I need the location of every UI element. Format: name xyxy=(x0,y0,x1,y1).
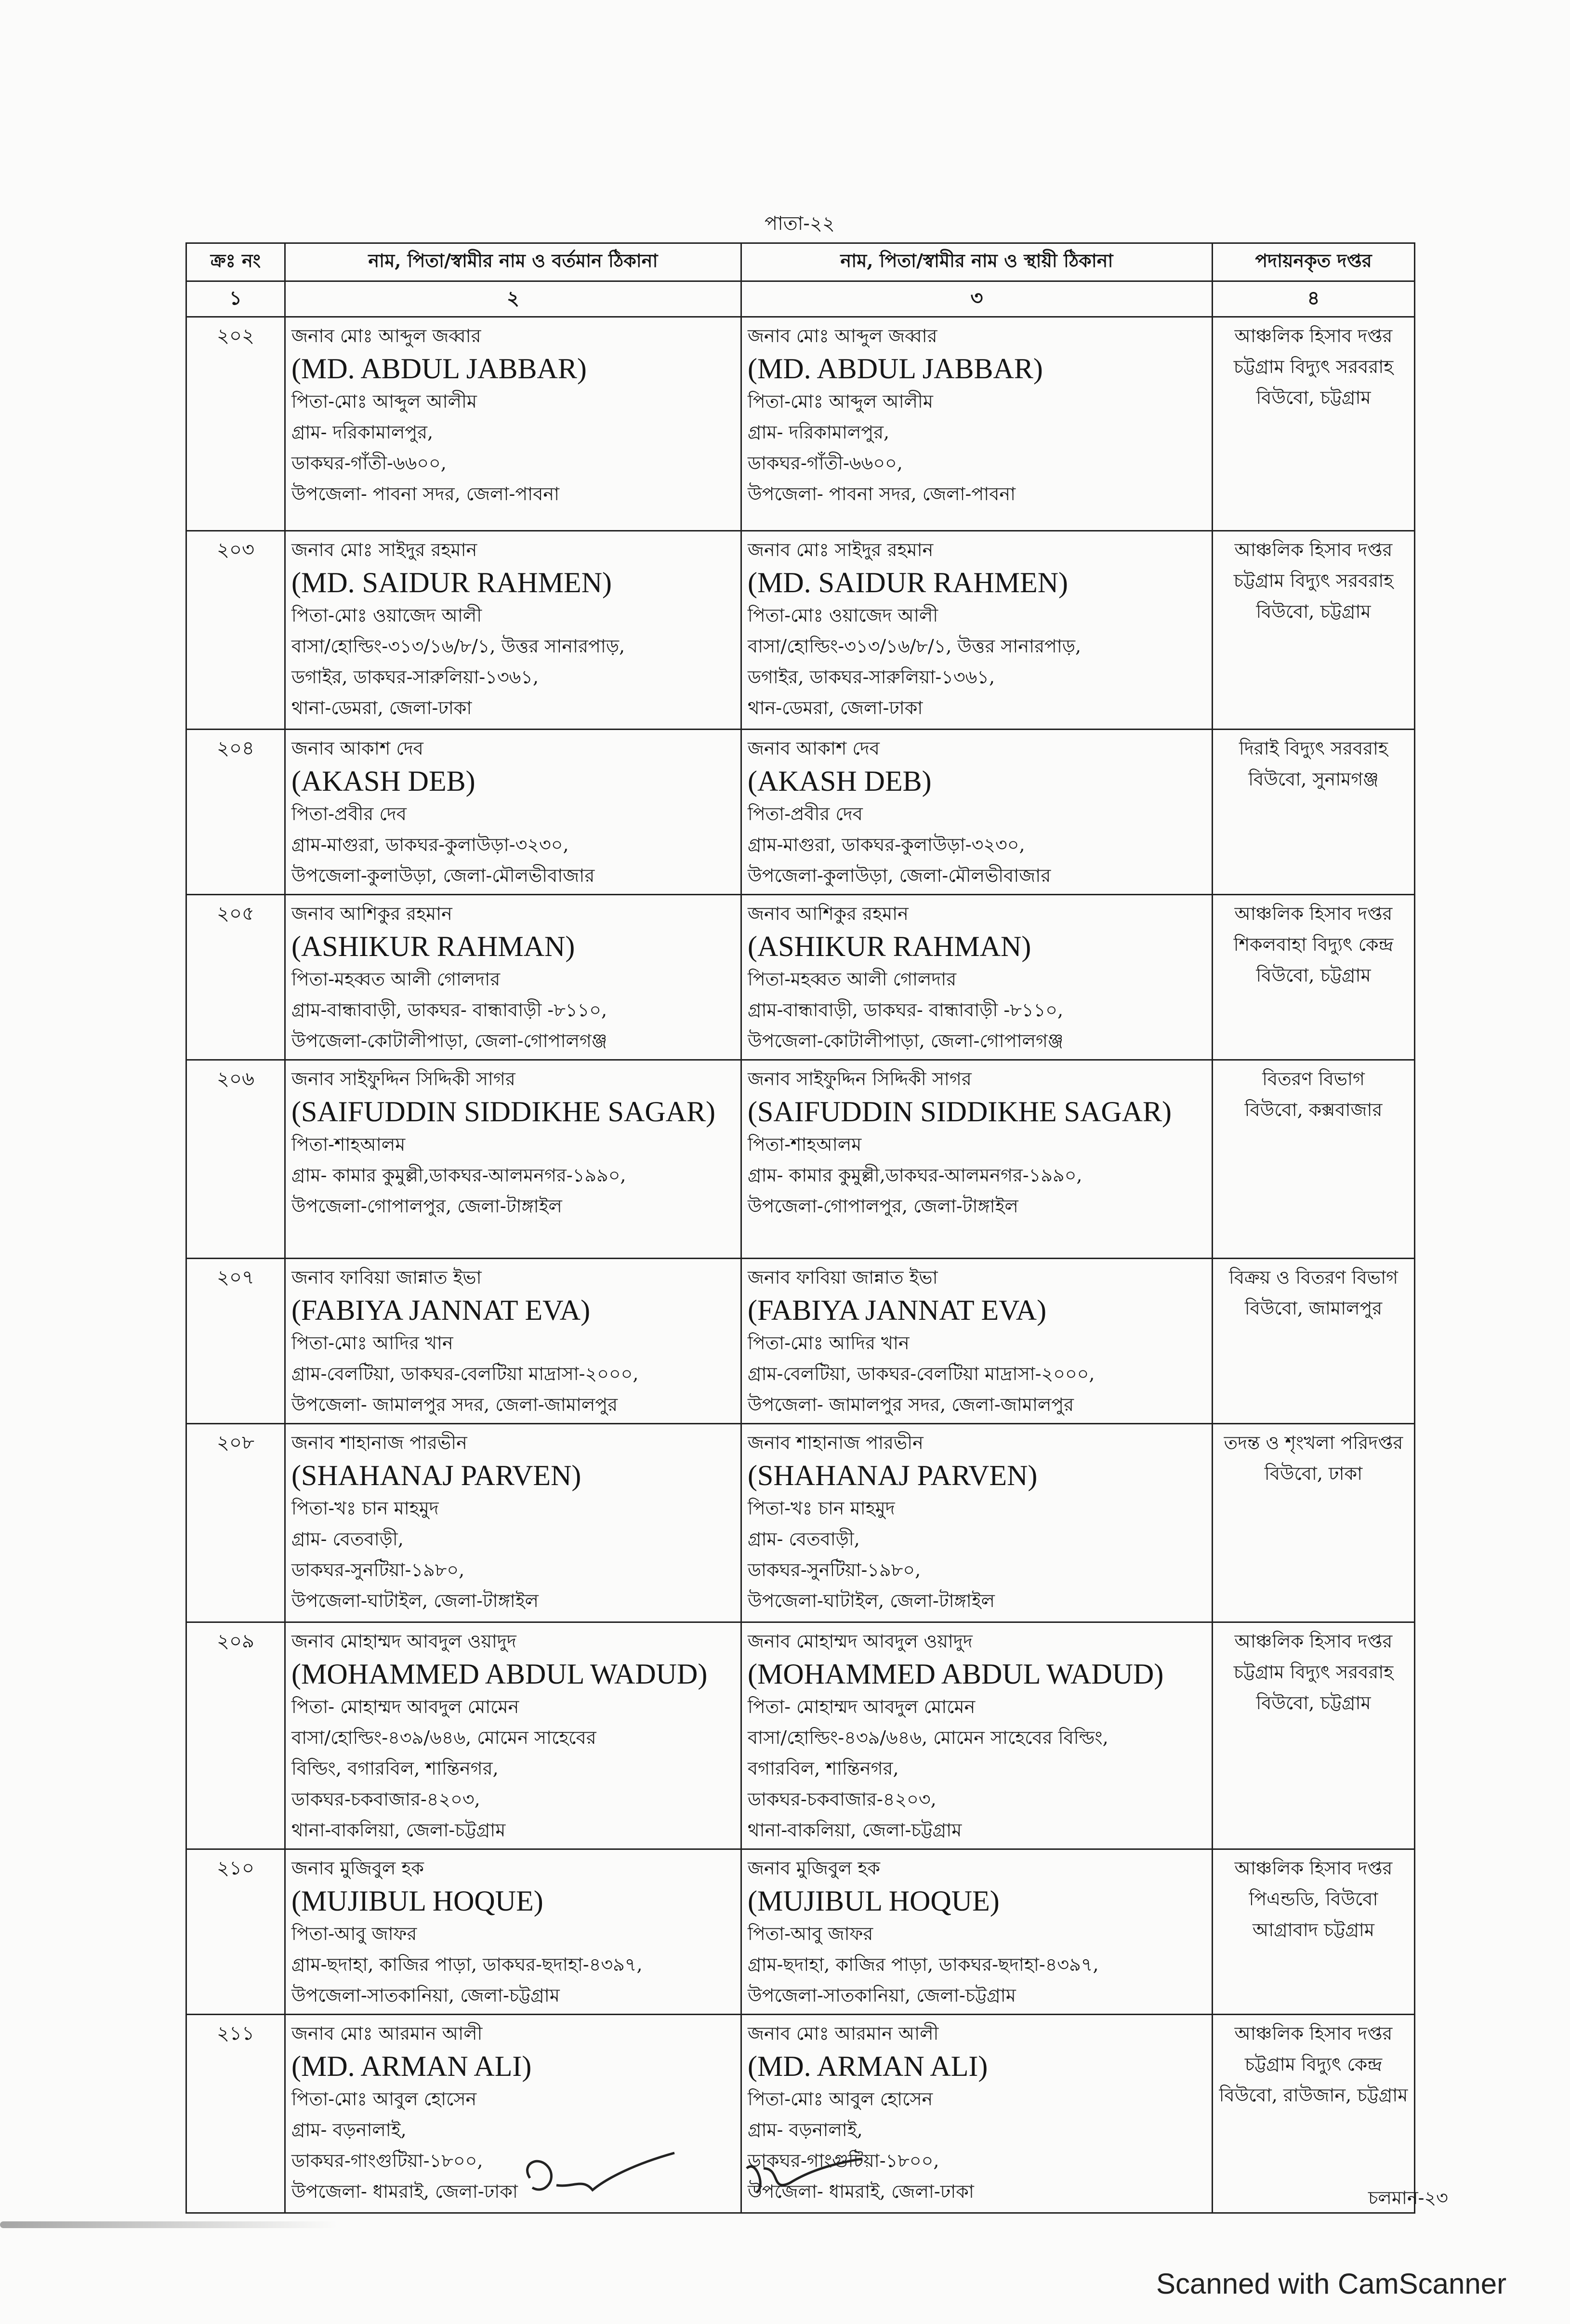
office-cell xyxy=(1213,1259,1415,1424)
serial-cell: ২০৩ xyxy=(186,531,285,730)
name-english: (MD. SAIDUR RAHMEN) xyxy=(748,567,1069,598)
name-english: (FABIYA JANNAT EVA) xyxy=(748,1294,1047,1326)
office-line: দিরাই বিদ্যুৎ সরবরাহ xyxy=(1239,738,1388,759)
office-cell xyxy=(1213,1622,1415,1849)
office-cell xyxy=(1213,1060,1415,1259)
present-cell xyxy=(285,1849,741,2015)
office-line: বিউবো, জামালপুর xyxy=(1244,1298,1383,1319)
address-line: জনাব মোহাম্মদ আবদুল ওয়াদুদ xyxy=(291,1631,516,1652)
column-number: ২ xyxy=(285,281,741,317)
office-line: তদন্ত ও শৃংখলা পরিদপ্তর xyxy=(1224,1432,1403,1453)
name-english: (MD. ARMAN ALI) xyxy=(748,2050,988,2082)
address-line: ডগাইর, ডাকঘর-সারুলিয়া-১৩৬১, xyxy=(748,666,995,688)
header-serial: ক্রঃ নং xyxy=(186,243,285,281)
office-line: বিউবো, চট্টগ্রাম xyxy=(1256,601,1371,622)
serial-cell: ২০৮ xyxy=(186,1424,285,1622)
permanent-cell xyxy=(741,1060,1213,1259)
present-cell xyxy=(285,895,741,1060)
address-line: থানা-বাকলিয়া, জেলা-চট্টগ্রাম xyxy=(748,1819,962,1841)
table-row xyxy=(186,1622,1415,1849)
name-english: (AKASH DEB) xyxy=(748,765,932,797)
office-line: বিউবো, চট্টগ্রাম xyxy=(1256,965,1371,986)
address-line: উপজেলা- ধামরাই, জেলা-ঢাকা xyxy=(748,2181,974,2202)
page-label: পাতা-২২ xyxy=(765,212,835,235)
address-line: গ্রাম-ছদাহা, কাজির পাড়া, ডাকঘর-ছদাহা-৪৩৯৭, xyxy=(291,1954,643,1975)
address-line: থান-ডেমরা, জেলা-ঢাকা xyxy=(748,697,923,718)
address-line: জনাব আকাশ দেব xyxy=(291,738,423,759)
office-line: বিউবো, ঢাকা xyxy=(1264,1463,1363,1484)
camscanner-watermark: Scanned with CamScanner xyxy=(1156,2268,1507,2300)
present-cell xyxy=(285,1424,741,1622)
address-line: জনাব শাহানাজ পারভীন xyxy=(748,1432,924,1453)
address-line: গ্রাম-মাগুরা, ডাকঘর-কুলাউড়া-৩২৩০, xyxy=(748,834,1025,855)
address-line: জনাব মোঃ সাইদুর রহমান xyxy=(748,539,934,560)
address-line: পিতা-মোঃ আদির খান xyxy=(748,1332,910,1354)
name-english: (MUJIBUL HOQUE) xyxy=(748,1885,1000,1917)
office-line: শিকলবাহা বিদ্যুৎ কেন্দ্র xyxy=(1233,934,1394,955)
address-line: থানা-বাকলিয়া, জেলা-চট্টগ্রাম xyxy=(291,1819,506,1841)
name-english: (MD. SAIDUR RAHMEN) xyxy=(291,567,612,598)
address-line: পিতা-মোঃ ওয়াজেদ আলী xyxy=(291,605,482,626)
address-line: থানা-ডেমরা, জেলা-ঢাকা xyxy=(291,697,472,718)
signature-2 xyxy=(737,2149,872,2204)
office-cell xyxy=(1213,895,1415,1060)
office-line: বিউবো, চট্টগ্রাম xyxy=(1256,1692,1371,1713)
serial-cell: ২০২ xyxy=(186,317,285,531)
address-line: উপজেলা-গোপালপুর, জেলা-টাঙ্গাইল xyxy=(748,1195,1018,1217)
address-line: উপজেলা- পাবনা সদর, জেলা-পাবনা xyxy=(291,483,560,505)
table-row xyxy=(186,1849,1415,2015)
posting-table xyxy=(185,242,1415,2214)
permanent-cell xyxy=(741,1849,1213,2015)
table-row xyxy=(186,730,1415,895)
table-row xyxy=(186,1259,1415,1424)
address-line: ডাকঘর-গাংগুটিয়া-১৮০০, xyxy=(291,2150,483,2171)
office-line: পিএন্ডডি, বিউবো xyxy=(1249,1888,1378,1910)
table-row xyxy=(186,531,1415,730)
office-cell xyxy=(1213,317,1415,531)
serial-cell: ২০৪ xyxy=(186,730,285,895)
address-line: উপজেলা-সাতকানিয়া, জেলা-চট্টগ্রাম xyxy=(748,1985,1016,2006)
table-body xyxy=(186,317,1415,2213)
name-english: (SHAHANAJ PARVEN) xyxy=(748,1460,1038,1491)
address-line: পিতা-আবু জাফর xyxy=(748,1923,873,1944)
address-line: পিতা- মোহাম্মদ আবদুল মোমেন xyxy=(291,1696,519,1717)
header-present-address: নাম, পিতা/স্বামীর নাম ও বর্তমান ঠিকানা xyxy=(285,243,741,281)
signature-1 xyxy=(511,2149,694,2204)
office-line: আঞ্চলিক হিসাব দপ্তর xyxy=(1234,1858,1393,1879)
present-cell xyxy=(285,1622,741,1849)
office-cell xyxy=(1213,2015,1415,2213)
name-english: (MUJIBUL HOQUE) xyxy=(291,1885,543,1917)
name-english: (ASHIKUR RAHMAN) xyxy=(748,930,1031,962)
address-line: পিতা-মোঃ ওয়াজেদ আলী xyxy=(748,605,938,626)
address-line: জনাব মোঃ আরমান আলী xyxy=(291,2023,483,2044)
present-cell xyxy=(285,531,741,730)
table-row xyxy=(186,1424,1415,1622)
address-line: জনাব আশিকুর রহমান xyxy=(291,903,452,924)
address-line: জনাব ফাবিয়া জান্নাত ইভা xyxy=(291,1267,482,1288)
office-cell xyxy=(1213,730,1415,895)
office-line: আঞ্চলিক হিসাব দপ্তর xyxy=(1234,325,1393,346)
office-line: বিউবো, সুনামগঞ্জ xyxy=(1248,769,1379,790)
name-english: (SHAHANAJ PARVEN) xyxy=(291,1460,581,1491)
scan-smudge xyxy=(0,2221,337,2228)
office-line: চট্টগ্রাম বিদ্যুৎ সরবরাহ xyxy=(1233,356,1394,377)
address-line: জনাব আশিকুর রহমান xyxy=(748,903,909,924)
address-line: জনাব মোঃ আব্দুল জব্বার xyxy=(748,325,937,346)
serial-cell: ২০৫ xyxy=(186,895,285,1060)
address-line: ডাকঘর-গাঁতী-৬৬০০, xyxy=(748,452,903,474)
office-line: আঞ্চলিক হিসাব দপ্তর xyxy=(1234,539,1393,560)
name-english: (AKASH DEB) xyxy=(291,765,475,797)
address-line: জনাব মোঃ সাইদুর রহমান xyxy=(291,539,477,560)
address-line: গ্রাম- বেতবাড়ী, xyxy=(291,1528,404,1550)
address-line: জনাব ফাবিয়া জান্নাত ইভা xyxy=(748,1267,938,1288)
office-line: আগ্রাবাদ চট্টগ্রাম xyxy=(1252,1919,1375,1940)
name-english: (FABIYA JANNAT EVA) xyxy=(291,1294,591,1326)
address-line: গ্রাম-ছদাহা, কাজির পাড়া, ডাকঘর-ছদাহা-৪৩৯৭, xyxy=(748,1954,1099,1975)
office-line: আঞ্চলিক হিসাব দপ্তর xyxy=(1234,1631,1393,1652)
name-english: (MOHAMMED ABDUL WADUD) xyxy=(748,1658,1164,1690)
address-line: উপজেলা- জামালপুর সদর, জেলা-জামালপুর xyxy=(291,1394,618,1415)
address-line: পিতা-শাহআলম xyxy=(748,1134,862,1155)
address-line: উপজেলা-সাতকানিয়া, জেলা-চট্টগ্রাম xyxy=(291,1985,560,2006)
office-line: বিউবো, কক্সবাজার xyxy=(1244,1099,1383,1120)
address-line: ডাকঘর-গাঁতী-৬৬০০, xyxy=(291,452,447,474)
address-line: গ্রাম-বান্ধাবাড়ী, ডাকঘর- বান্ধাবাড়ী -৮১১০, xyxy=(748,999,1064,1021)
address-line: উপজেলা-ঘাটাইল, জেলা-টাঙ্গাইল xyxy=(291,1590,539,1611)
office-line: চট্টগ্রাম বিদ্যুৎ কেন্দ্র xyxy=(1244,2054,1383,2075)
address-line: গ্রাম-বেলটিয়া, ডাকঘর-বেলটিয়া মাদ্রাসা-২০০০, xyxy=(291,1363,639,1384)
address-line: গ্রাম-মাগুরা, ডাকঘর-কুলাউড়া-৩২৩০, xyxy=(291,834,569,855)
office-line: বিউবো, রাউজান, চট্টগ্রাম xyxy=(1219,2085,1408,2106)
serial-cell: ২০৬ xyxy=(186,1060,285,1259)
column-number: ১ xyxy=(186,281,285,317)
address-line: ডাকঘর-চকবাজার-৪২০৩, xyxy=(291,1789,480,1810)
address-line: জনাব আকাশ দেব xyxy=(748,738,880,759)
permanent-cell xyxy=(741,1259,1213,1424)
address-line: গ্রাম-বেলটিয়া, ডাকঘর-বেলটিয়া মাদ্রাসা-২০০০, xyxy=(748,1363,1095,1384)
permanent-cell xyxy=(741,317,1213,531)
permanent-cell xyxy=(741,1424,1213,1622)
address-line: উপজেলা- পাবনা সদর, জেলা-পাবনা xyxy=(748,483,1016,505)
serial-cell: ২০৭ xyxy=(186,1259,285,1424)
name-english: (SAIFUDDIN SIDDIKHE SAGAR) xyxy=(748,1096,1172,1128)
address-line: পিতা-প্রবীর দেব xyxy=(748,803,863,824)
address-line: পিতা-মোঃ আদির খান xyxy=(291,1332,453,1354)
office-line: চট্টগ্রাম বিদ্যুৎ সরবরাহ xyxy=(1233,570,1394,591)
address-line: উপজেলা- ধামরাই, জেলা-ঢাকা xyxy=(291,2181,518,2202)
address-line: ডাকঘর-সুনটিয়া-১৯৮০, xyxy=(748,1559,921,1580)
address-line: জনাব মুজিবুল হক xyxy=(291,1858,424,1879)
address-line: পিতা-মোঃ আবুল হোসেন xyxy=(291,2088,477,2110)
address-line: জনাব মোহাম্মদ আবদুল ওয়াদুদ xyxy=(748,1631,973,1652)
header-permanent-address: নাম, পিতা/স্বামীর নাম ও স্থায়ী ঠিকানা xyxy=(741,243,1213,281)
address-line: বগারবিল, শান্তিনগর, xyxy=(748,1758,899,1779)
address-line: উপজেলা-কোটালীপাড়া, জেলা-গোপালগঞ্জ xyxy=(748,1030,1064,1051)
address-line: বাসা/হোল্ডিং-৪৩৯/৬৪৬, মোমেন সাহেবের xyxy=(291,1727,596,1748)
continue-label: চলমান-২৩ xyxy=(1368,2187,1448,2208)
address-line: ডগাইর, ডাকঘর-সারুলিয়া-১৩৬১, xyxy=(291,666,539,688)
name-english: (MD. ABDUL JABBAR) xyxy=(291,353,587,385)
address-line: পিতা-শাহআলম xyxy=(291,1134,406,1155)
address-line: পিতা- মোহাম্মদ আবদুল মোমেন xyxy=(748,1696,976,1717)
present-cell xyxy=(285,1259,741,1424)
office-cell xyxy=(1213,1849,1415,2015)
office-cell xyxy=(1213,1424,1415,1622)
address-line: জনাব সাইফুদ্দিন সিদ্দিকী সাগর xyxy=(291,1068,515,1089)
address-line: গ্রাম- দরিকামালপুর, xyxy=(291,422,434,443)
column-number: ৩ xyxy=(741,281,1213,317)
address-line: জনাব সাইফুদ্দিন সিদ্দিকী সাগর xyxy=(748,1068,972,1089)
address-line: উপজেলা-কোটালীপাড়া, জেলা-গোপালগঞ্জ xyxy=(291,1030,607,1051)
address-line: জনাব মোঃ আরমান আলী xyxy=(748,2023,939,2044)
permanent-cell xyxy=(741,895,1213,1060)
address-line: ডাকঘর-চকবাজার-৪২০৩, xyxy=(748,1789,937,1810)
present-cell xyxy=(285,317,741,531)
name-english: (MD. ARMAN ALI) xyxy=(291,2050,532,2082)
address-line: পিতা-মহব্বত আলী গোলদার xyxy=(748,969,957,990)
header-posted-office: পদায়নকৃত দপ্তর xyxy=(1213,243,1415,281)
address-line: গ্রাম- বড়নালাই, xyxy=(748,2119,863,2140)
permanent-cell xyxy=(741,730,1213,895)
address-line: ডাকঘর-সুনটিয়া-১৯৮০, xyxy=(291,1559,465,1580)
address-line: জনাব মুজিবুল হক xyxy=(748,1858,880,1879)
address-line: উপজেলা- জামালপুর সদর, জেলা-জামালপুর xyxy=(748,1394,1074,1415)
office-line: আঞ্চলিক হিসাব দপ্তর xyxy=(1234,903,1393,924)
address-line: জনাব মোঃ আব্দুল জব্বার xyxy=(291,325,481,346)
address-line: পিতা-খঃ চান মাহমুদ xyxy=(748,1498,895,1519)
table-row xyxy=(186,1060,1415,1259)
serial-cell: ২১১ xyxy=(186,2015,285,2213)
address-line: উপজেলা-গোপালপুর, জেলা-টাঙ্গাইল xyxy=(291,1195,562,1217)
address-line: গ্রাম- বড়নালাই, xyxy=(291,2119,407,2140)
address-line: পিতা-খঃ চান মাহমুদ xyxy=(291,1498,439,1519)
address-line: উপজেলা-কুলাউড়া, জেলা-মৌলভীবাজার xyxy=(291,865,595,886)
address-line: পিতা-আবু জাফর xyxy=(291,1923,417,1944)
name-english: (ASHIKUR RAHMAN) xyxy=(291,930,575,962)
address-line: গ্রাম- দরিকামালপুর, xyxy=(748,422,890,443)
serial-cell: ২০৯ xyxy=(186,1622,285,1849)
office-line: চট্টগ্রাম বিদ্যুৎ সরবরাহ xyxy=(1233,1661,1394,1683)
office-cell xyxy=(1213,531,1415,730)
address-line: গ্রাম- কামার কুমুল্লী,ডাকঘর-আলমনগর-১৯৯০, xyxy=(291,1165,626,1186)
address-line: বাসা/হোল্ডিং-৪৩৯/৬৪৬, মোমেন সাহেবের বিল্ডিং, xyxy=(748,1727,1108,1748)
permanent-cell xyxy=(741,1622,1213,1849)
column-number-row xyxy=(186,281,1415,317)
address-line: বাসা/হোল্ডিং-৩১৩/১৬/৮/১, উত্তর সানারপাড়, xyxy=(748,636,1082,657)
address-line: পিতা-মোঃ আবুল হোসেন xyxy=(748,2088,933,2110)
address-line: উপজেলা-কুলাউড়া, জেলা-মৌলভীবাজার xyxy=(748,865,1051,886)
address-line: পিতা-প্রবীর দেব xyxy=(291,803,407,824)
address-line: গ্রাম-বান্ধাবাড়ী, ডাকঘর- বান্ধাবাড়ী -৮১১০, xyxy=(291,999,607,1021)
address-line: পিতা-মোঃ আব্দুল আলীম xyxy=(291,391,477,412)
header-row xyxy=(186,243,1415,281)
address-line: বিল্ডিং, বগারবিল, শান্তিনগর, xyxy=(291,1758,499,1779)
office-line: আঞ্চলিক হিসাব দপ্তর xyxy=(1234,2023,1393,2044)
address-line: উপজেলা-ঘাটাইল, জেলা-টাঙ্গাইল xyxy=(748,1590,995,1611)
address-line: পিতা-মোঃ আব্দুল আলীম xyxy=(748,391,933,412)
address-line: গ্রাম- কামার কুমুল্লী,ডাকঘর-আলমনগর-১৯৯০, xyxy=(748,1165,1082,1186)
table-row xyxy=(186,317,1415,531)
table-row xyxy=(186,895,1415,1060)
name-english: (MD. ABDUL JABBAR) xyxy=(748,353,1043,385)
name-english: (SAIFUDDIN SIDDIKHE SAGAR) xyxy=(291,1096,715,1128)
address-line: পিতা-মহব্বত আলী গোলদার xyxy=(291,969,501,990)
address-line: জনাব শাহানাজ পারভীন xyxy=(291,1432,467,1453)
office-line: বিক্রয় ও বিতরণ বিভাগ xyxy=(1228,1267,1398,1288)
column-number: ৪ xyxy=(1213,281,1415,317)
office-line: বিতরণ বিভাগ xyxy=(1262,1068,1365,1089)
present-cell xyxy=(285,1060,741,1259)
permanent-cell xyxy=(741,531,1213,730)
serial-cell: ২১০ xyxy=(186,1849,285,2015)
office-line: বিউবো, চট্টগ্রাম xyxy=(1256,387,1371,408)
name-english: (MOHAMMED ABDUL WADUD) xyxy=(291,1658,708,1690)
address-line: বাসা/হোল্ডিং-৩১৩/১৬/৮/১, উত্তর সানারপাড়, xyxy=(291,636,625,657)
address-line: গ্রাম- বেতবাড়ী, xyxy=(748,1528,860,1550)
present-cell xyxy=(285,730,741,895)
address-line: ডাকঘর-গাংগুটিয়া-১৮০০, xyxy=(748,2150,939,2171)
